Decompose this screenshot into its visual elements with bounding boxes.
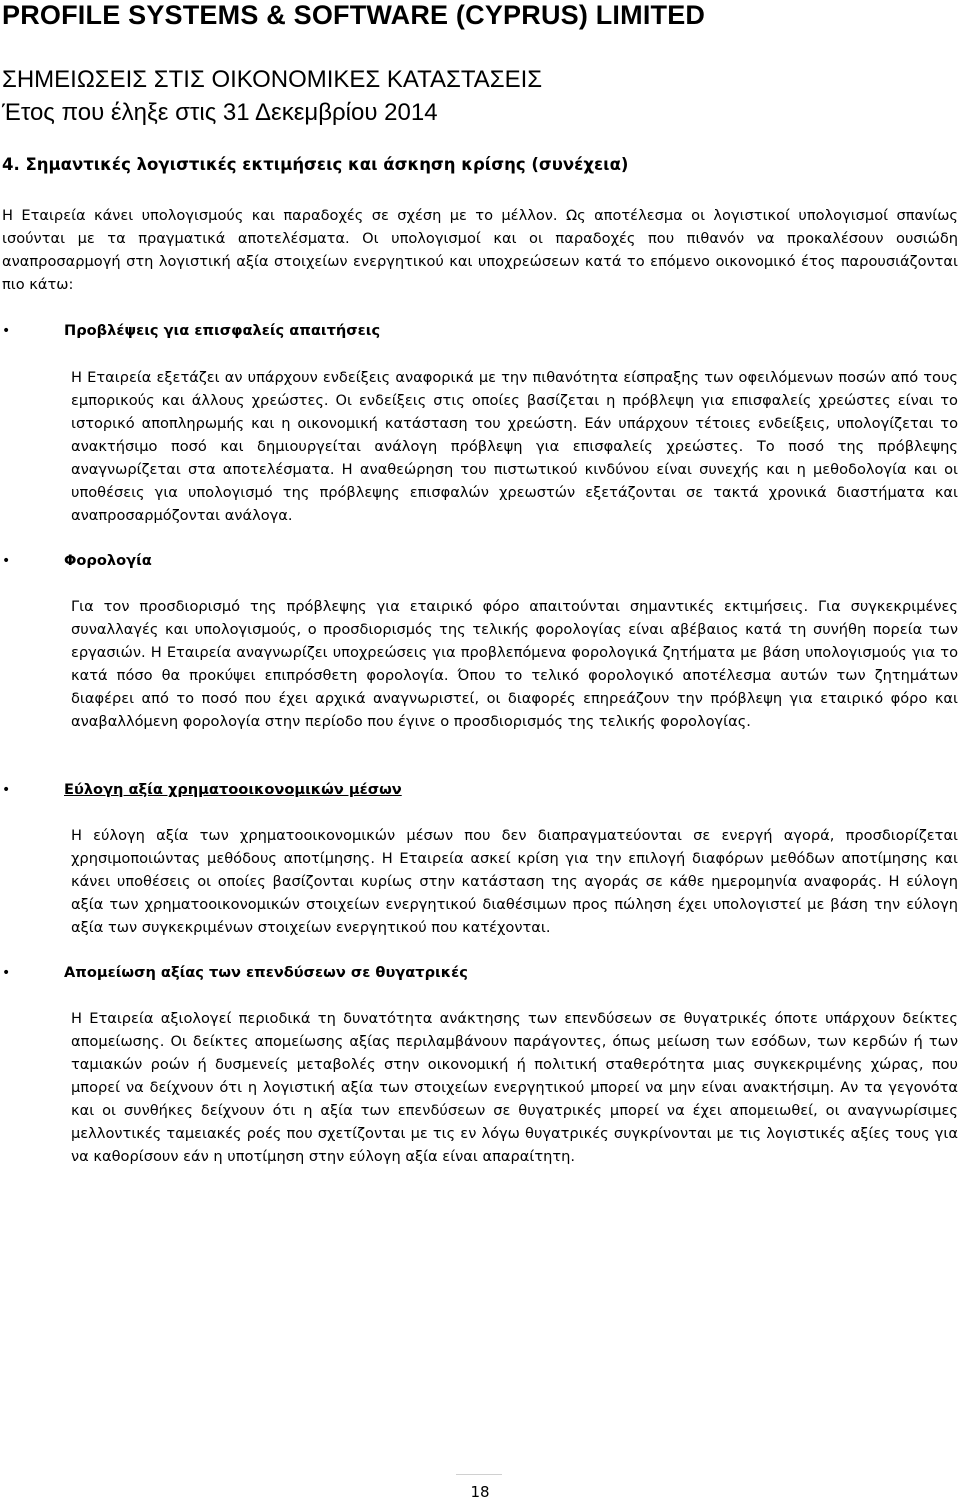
- footer-divider: [456, 1474, 502, 1475]
- bullet-body-doubtful-receivables: Η Εταιρεία εξετάζει αν υπάρχουν ενδείξεις αναφορικά με την πιθανότητα είσπραξης των οφειλόμενων ποσών από τους εμπορικούς και άλλους χρεώστες. Οι ενδείξεις στις οποίες βασίζεται η πρόβλεψη για επισφαλείς χρεώστες είναι το ιστορικό αποπληρωμής και η οικονομική κατάσταση του χρεώστη. Εάν υπάρχουν τέτοιες ενδείξεις, υπολογίζεται το ανακτήσιμο ποσό και δημιουργείται ανάλογη πρόβλεψη για επισφαλείς χρεώστες. Το ποσό της πρόβλεψης αναγνωρίζεται στα αποτελέσματα. Η αναθεώρηση του πιστωτικού κινδύνου είναι συνεχής και η μεθοδολογία και οι υποθέσεις για υπολογισμό της πρόβλεψης επισφαλών χρεωστών εξετάζονται σε τακτά χρονικά διαστήματα και αναπροσαρμόζονται ανάλογα.: [71, 369, 958, 524]
- document-title: ΣΗΜΕΙΩΣΕΙΣ ΣΤΙΣ ΟΙΚΟΝΟΜΙΚΕΣ ΚΑΤΑΣΤΑΣΕΙΣ: [2, 66, 543, 93]
- bullet-title-doubtful-receivables: Προβλέψεις για επισφαλείς απαιτήσεις: [64, 322, 381, 339]
- bullet-marker: •: [2, 553, 11, 569]
- bullet-title-taxation: Φορολογία: [64, 552, 152, 569]
- bullet-body-taxation: Για τον προσδιορισμό της πρόβλεψης για εταιρικό φόρο απαιτούνται σημαντικές εκτιμήσεις. Για συγκεκριμένες συναλλαγές και υπολογισμούς, ο προσδιορισμός της τελικής φορολογίας είναι αβέβαιος κατά τη συνήθη πορεία των εργασιών. Η Εταιρεία αναγνωρίζει υποχρεώσεις για προβλεπόμενα φορολογικά ζητήματα με βάση υπολογισμούς για το κατά πόσο θα προκύψει επιπρόσθετη φορολογία. Όπου το τελικό φορολογικό αποτέλεσμα αυτών των ζητημάτων διαφέρει από το ποσό που έχει αρχικά αναγνωριστεί, οι διαφορές επηρεάζουν την πρόβλεψη για εταιρικό φόρο και αναβαλλόμενη φορολογία στην περίοδο που έγινε ο προσδιορισμός της τελικής φορολογίας.: [71, 598, 958, 730]
- section-heading: 4. Σημαντικές λογιστικές εκτιμήσεις και άσκηση κρίσης (συνέχεια): [2, 155, 629, 174]
- bullet-body-subsidiaries-impairment: Η Εταιρεία αξιολογεί περιοδικά τη δυνατότητα ανάκτησης των επενδύσεων σε θυγατρικές όποτε υπάρχουν δείκτες απομείωσης. Οι δείκτες απομείωσης αξίας περιλαμβάνουν παράγοντες, όπως μείωση των εσόδων, των κερδών ή των ταμιακών ροών ή δυσμενείς μεταβολές στην οικονομική ή πολιτική σταθερότητα μιας συγκεκριμένης χώρας, που μπορεί να δείχνουν ότι η λογιστική αξία των στοιχείων ενεργητικού μπορεί να μην είναι ανακτήσιμη. Αν τα γεγονότα και οι συνθήκες δείχνουν ότι η αξία των επενδύσεων σε θυγατρικές μπορεί να έχει απομειωθεί, οι αναγνωρίσιμες μελλοντικές ταμειακές ροές που σχετίζονται με τις εν λόγω θυγατρικές συγκρίνονται με τις λογιστικές αξίες τους για να καθορίσουν εάν η υποτίμηση στην εύλογη αξία είναι απαραίτητη.: [71, 1010, 958, 1165]
- bullet-marker: •: [2, 323, 11, 339]
- bullet-title-fair-value: Εύλογη αξία χρηματοοικονομικών μέσων: [64, 781, 402, 798]
- bullet-marker: •: [2, 782, 11, 798]
- bullet-body-fair-value: Η εύλογη αξία των χρηματοοικονομικών μέσων που δεν διαπραγματεύονται σε ενεργή αγορά, προσδιορίζεται χρησιμοποιώντας μεθόδους αποτίμησης. Η Εταιρεία ασκεί κρίση για την επιλογή διαφόρων μεθόδων αποτίμησης και κάνει υποθέσεις οι οποίες βασίζονται κυρίως στην κατάσταση της αγοράς σε κάθε ημερομηνία αναφοράς. Η εύλογη αξία των χρηματοοικονομικών στοιχείων ενεργητικού διαθέσιμων προς πώληση έχει υπολογιστεί με βάση την εύλογη αξία των συγκεκριμένων στοιχείων ενεργητικού που κατέχονται.: [71, 827, 958, 936]
- company-name: PROFILE SYSTEMS & SOFTWARE (CYPRUS) LIMITED: [2, 0, 706, 30]
- bullet-marker: •: [2, 965, 11, 981]
- bullet-title-subsidiaries-impairment: Απομείωση αξίας των επενδύσεων σε θυγατρικές: [64, 964, 468, 981]
- page-number: 18: [470, 1483, 490, 1501]
- intro-paragraph: Η Εταιρεία κάνει υπολογισμούς και παραδοχές σε σχέση με το μέλλον. Ως αποτέλεσμα οι λογιστικοί υπολογισμοί σπανίως ισούνται με τα πραγματικά αποτελέσματα. Οι υπολογισμοί και οι παραδοχές που πιθανόν να προκαλέσουν ουσιώδη αναπροσαρμογή στη λογιστική αξία στοιχείων ενεργητικού και υποχρεώσεων κατά το επόμενο οικονομικό έτος παρουσιάζονται πιο κάτω:: [2, 207, 958, 293]
- reporting-period: Έτος που έληξε στις 31 Δεκεμβρίου 2014: [2, 99, 438, 126]
